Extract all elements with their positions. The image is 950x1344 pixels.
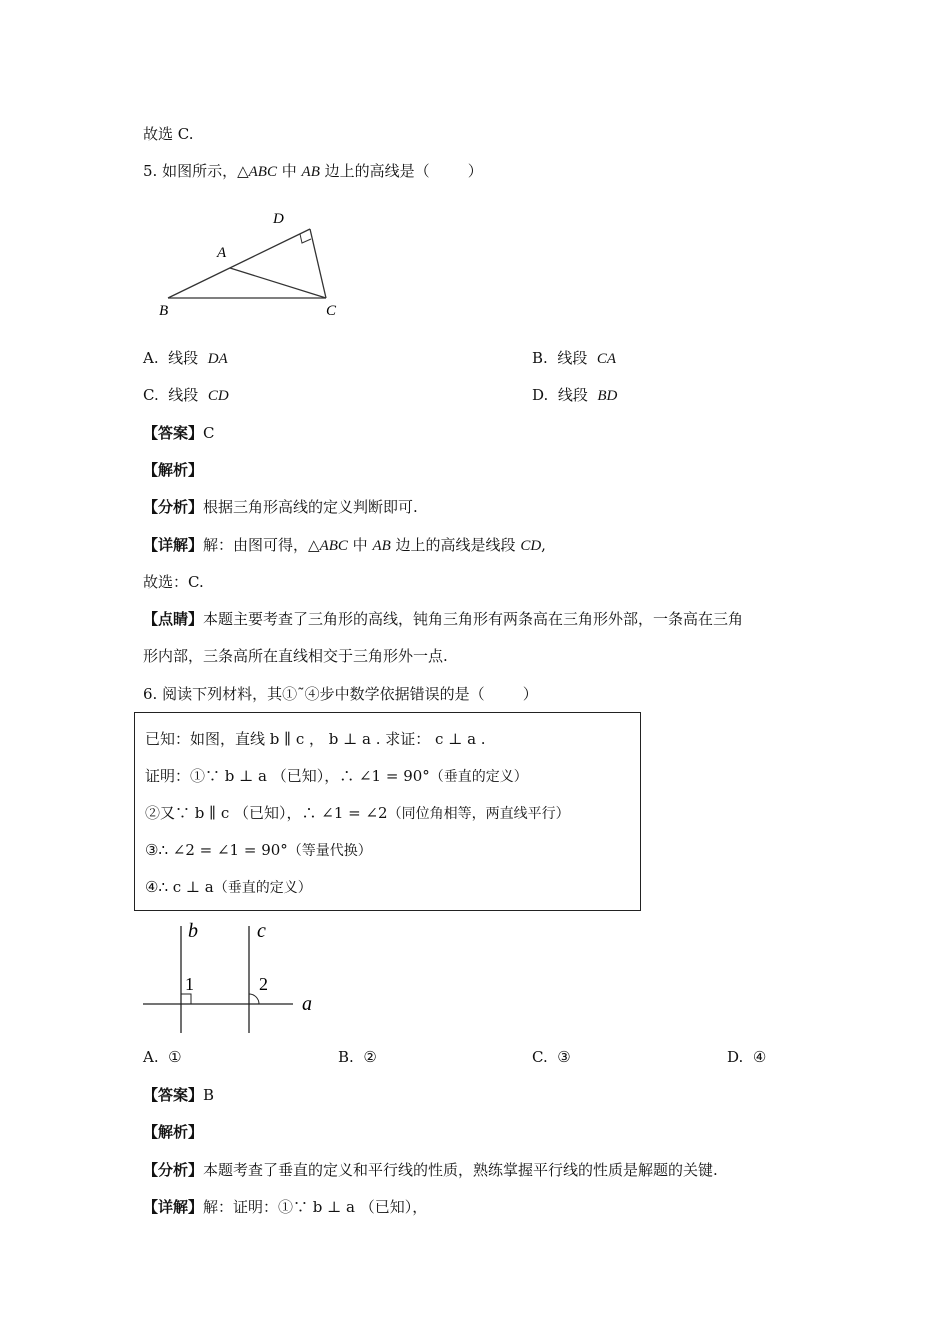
proof-step-2: ②又∵ b ∥ c （已知），∴ ∠1 = ∠2 (145, 804, 388, 822)
q5-option-b (532, 348, 616, 369)
q5-stem-tri: △ABC (237, 164, 277, 180)
option-value: ④ (752, 1048, 767, 1066)
xiangjie-text: 解：证明：①∵ b ⊥ a （已知）， (203, 1198, 428, 1216)
q6-option-b (338, 1047, 377, 1067)
xiangjie-post: 边上的高线是线段 (390, 536, 521, 554)
option-text: 线段 (557, 349, 588, 367)
q5-xiangjie (143, 535, 546, 556)
answer-label: 【答案】 (143, 1086, 204, 1104)
q5-answer (143, 423, 215, 443)
xiangjie-label: 【详解】 (143, 1198, 204, 1216)
q5-dianjing (143, 609, 743, 629)
xiangjie-tri: △ABC (308, 538, 348, 554)
option-text: 线段 (168, 386, 199, 404)
label-a: a (302, 993, 312, 1015)
q6-option-a (143, 1047, 182, 1067)
q5-analysis-label: 【解析】 (143, 461, 204, 479)
option-value: ① (168, 1048, 182, 1066)
fenxi-text: 根据三角形高线的定义判断即可. (203, 498, 418, 516)
option-letter: D. (727, 1048, 744, 1066)
xiangjie-mid: 中 (347, 536, 373, 554)
segment-dc (310, 229, 326, 298)
proof-line-5 (145, 877, 312, 898)
q5-stem (143, 161, 483, 182)
label-c: c (257, 920, 266, 942)
proof-line-1: 已知：如图，直线 b ∥ c ， b ⊥ a . 求证： c ⊥ a . (145, 730, 486, 748)
option-text: 线段 (168, 349, 199, 367)
proof-line-3 (145, 803, 570, 824)
q6-parallel-lines-figure (140, 918, 330, 1038)
xiangjie-ab: AB (372, 538, 391, 554)
proof-step-3: ③∴ ∠2 = ∠1 = 90° (145, 841, 288, 859)
fenxi-label: 【分析】 (143, 498, 204, 516)
answer-value: B (203, 1086, 215, 1104)
option-value: BD (597, 388, 618, 404)
right-angle-mark-1 (181, 994, 191, 1004)
proof-reason-4: （垂直的定义） (213, 880, 312, 896)
q6-stem (143, 684, 538, 704)
q6-answer (143, 1085, 214, 1105)
q5-stem-ab: AB (301, 164, 320, 180)
q5-fenxi (143, 497, 418, 517)
segment-ac (230, 268, 326, 298)
proof-line-4 (145, 840, 372, 861)
q6-option-c (532, 1047, 571, 1067)
option-letter: C. (143, 386, 159, 404)
option-letter: A. (143, 349, 159, 367)
q5-stem-pre: 如图所示， (162, 162, 238, 180)
option-value: DA (207, 351, 228, 367)
q5-option-a (143, 348, 228, 369)
q6-proof-box (134, 712, 641, 911)
proof-step-1: 证明：①∵ b ⊥ a （已知），∴ ∠1 = 90° (145, 767, 430, 785)
q5-number: 5. (143, 162, 158, 180)
option-value: ③ (557, 1048, 571, 1066)
proof-reason-2: （同位角相等，两直线平行） (387, 806, 570, 822)
fenxi-text: 本题考查了垂直的定义和平行线的性质，熟练掌握平行线的性质是解题的关键. (203, 1161, 718, 1179)
option-value: ② (363, 1048, 377, 1066)
xiangjie-cd: CD (520, 538, 542, 554)
xiangjie-pre: 解：由图可得， (203, 536, 309, 554)
option-letter: B. (532, 349, 548, 367)
option-text: 线段 (557, 386, 588, 404)
option-value: CD (207, 388, 229, 404)
label-a: A (217, 245, 227, 261)
q6-fenxi (143, 1160, 718, 1180)
dianjing-label: 【点睛】 (143, 610, 204, 628)
q6-option-d (727, 1047, 766, 1067)
label-c: C (326, 303, 337, 319)
option-letter: C. (532, 1048, 548, 1066)
right-angle-mark (300, 234, 311, 243)
dianjing-text-1: 本题主要考查了三角形的高线，钝角三角形有两条高在三角形外部，一条高在三角 (203, 610, 744, 628)
proof-line-2 (145, 766, 528, 787)
option-letter: A. (143, 1048, 159, 1066)
angle-arc-2 (249, 994, 259, 1004)
q5-option-c (143, 385, 229, 406)
q6-number: 6. (143, 685, 158, 703)
q6-xiangjie (143, 1197, 427, 1217)
option-value: CA (596, 351, 617, 367)
q5-option-d (532, 385, 617, 406)
option-letter: D. (532, 386, 549, 404)
label-angle-2: 2 (259, 974, 268, 994)
q5-triangle-figure (150, 205, 350, 325)
xiangjie-label: 【详解】 (143, 536, 204, 554)
label-d: D (273, 211, 284, 227)
label-b: B (159, 303, 169, 319)
q5-choose: 故选：C. (143, 573, 204, 591)
prev-conclusion: 故选 C. (143, 125, 194, 143)
proof-reason-3: （等量代换） (287, 843, 372, 859)
q5-stem-mid: 中 (276, 162, 302, 180)
proof-step-4: ④∴ c ⊥ a (145, 878, 214, 896)
q6-analysis-label: 【解析】 (143, 1123, 204, 1141)
segment-bd (168, 229, 310, 298)
q5-dianjing-cont: 形内部，三条高所在直线相交于三角形外一点. (143, 647, 448, 665)
answer-value: C (203, 424, 215, 442)
label-b: b (188, 920, 198, 942)
label-angle-1: 1 (185, 974, 194, 994)
option-letter: B. (338, 1048, 354, 1066)
fenxi-label: 【分析】 (143, 1161, 204, 1179)
xiangjie-end: , (541, 536, 546, 554)
q5-stem-post: 边上的高线是（ ） (319, 162, 483, 180)
q6-stem-text: 阅读下列材料，其①˜④步中数学依据错误的是（ ） (162, 685, 538, 703)
answer-label: 【答案】 (143, 424, 204, 442)
proof-reason-1: （垂直的定义） (429, 769, 528, 785)
